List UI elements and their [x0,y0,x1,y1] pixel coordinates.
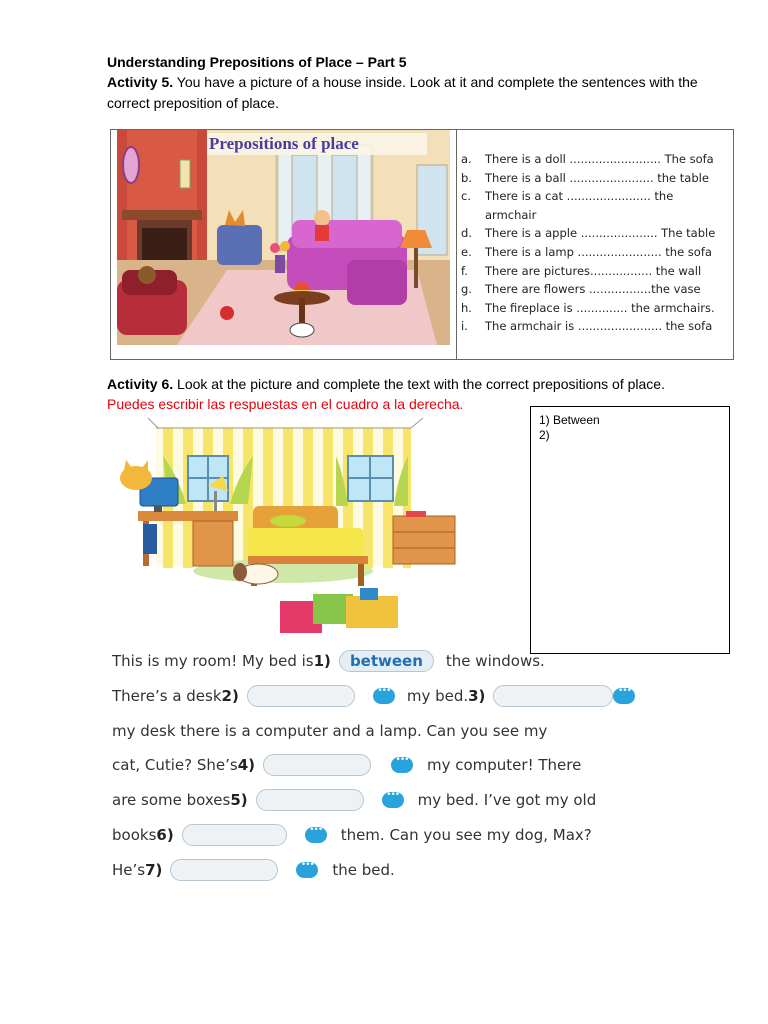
page-title: Understanding Prepositions of Place – Part 5 [107,54,407,70]
box-divider [456,130,457,359]
sentence-c-continued: armchair [485,207,537,222]
blank-number-7: 7) [145,861,163,879]
answer-pill-7[interactable] [170,859,278,881]
bedroom-illustration [108,416,463,641]
speech-bubble-icon[interactable] [382,792,404,808]
blank-number-3: 3) [468,687,486,705]
sentence-a: a. There is a doll ......................... The sofa [461,152,714,166]
answer-pill-4[interactable] [263,754,371,776]
exercise-line-1: This is my room! My bed is 1) between the windows. [112,652,545,670]
activity5-box [110,129,734,360]
activity5-label: Activity 5. [107,74,174,90]
answer-pill-6[interactable] [182,824,287,846]
sentence-b: b. There is a ball ....................... the table [461,170,709,185]
speech-bubble-icon[interactable] [391,757,413,773]
blank-number-5: 5) [230,791,248,809]
blank-number-1: 1) [313,652,331,670]
sentence-c: c. There is a cat ....................... the [461,189,674,204]
answer-pill-2[interactable] [247,685,355,707]
answer-box[interactable] [530,406,730,654]
speech-bubble-icon[interactable] [305,827,327,843]
speech-bubble-icon[interactable] [613,688,635,704]
activity5-instructions [107,72,732,114]
exercise-line-3: my desk there is a computer and a lamp. Can you see my [112,722,548,740]
spanish-note: Puedes escribir las respuestas en el cuadro a la derecha. [107,396,464,412]
exercise-line-7: He’s 7) ••• the bed. [112,857,395,883]
exercise-line-5: are some boxes 5) ••• my bed. I’ve got my old [112,787,596,813]
answer-1: 1) Between [539,413,600,427]
sentence-d: d. There is a apple ..................... The table [461,226,716,241]
answer-pill-3[interactable] [493,685,613,707]
exercise-line-6: books 6) ••• them. Can you see my dog, Max? [112,822,592,848]
answer-2: 2) [539,428,550,442]
exercise-line-2: There’s a desk 2) ••• my bed. 3) ••• [112,683,635,709]
answer-pill-5[interactable] [256,789,364,811]
living-room-illustration [117,130,450,345]
activity6-text: Look at the picture and complete the text with the correct prepositions of place. [173,376,665,392]
activity6-instructions [107,376,665,392]
answer-pill-1[interactable]: between [339,650,434,672]
speech-bubble-icon[interactable] [373,688,395,704]
picture-title: Prepositions of place [209,134,359,153]
activity5-text: You have a picture of a house inside. Look at it and complete the sentences with the correct preposition of place. [107,74,698,111]
activity6-label: Activity 6. [107,376,174,392]
blank-number-2: 2) [221,687,239,705]
speech-bubble-icon[interactable] [296,862,318,878]
sentence-e: e. There is a lamp ....................... the sofa [461,244,712,259]
sentence-i: i. The armchair is ....................... the sofa [461,319,713,334]
activity5-sentence-list [461,150,715,336]
exercise-line-4: cat, Cutie? She’s 4) ••• my computer! There [112,752,581,778]
blank-number-4: 4) [237,756,255,774]
sentence-h: h. The fireplace is .............. the armchairs. [461,300,715,315]
sentence-f: f. There are pictures................. the wall [461,263,702,278]
blank-number-6: 6) [156,826,174,844]
sentence-g: g. There are flowers .................the vase [461,282,701,297]
